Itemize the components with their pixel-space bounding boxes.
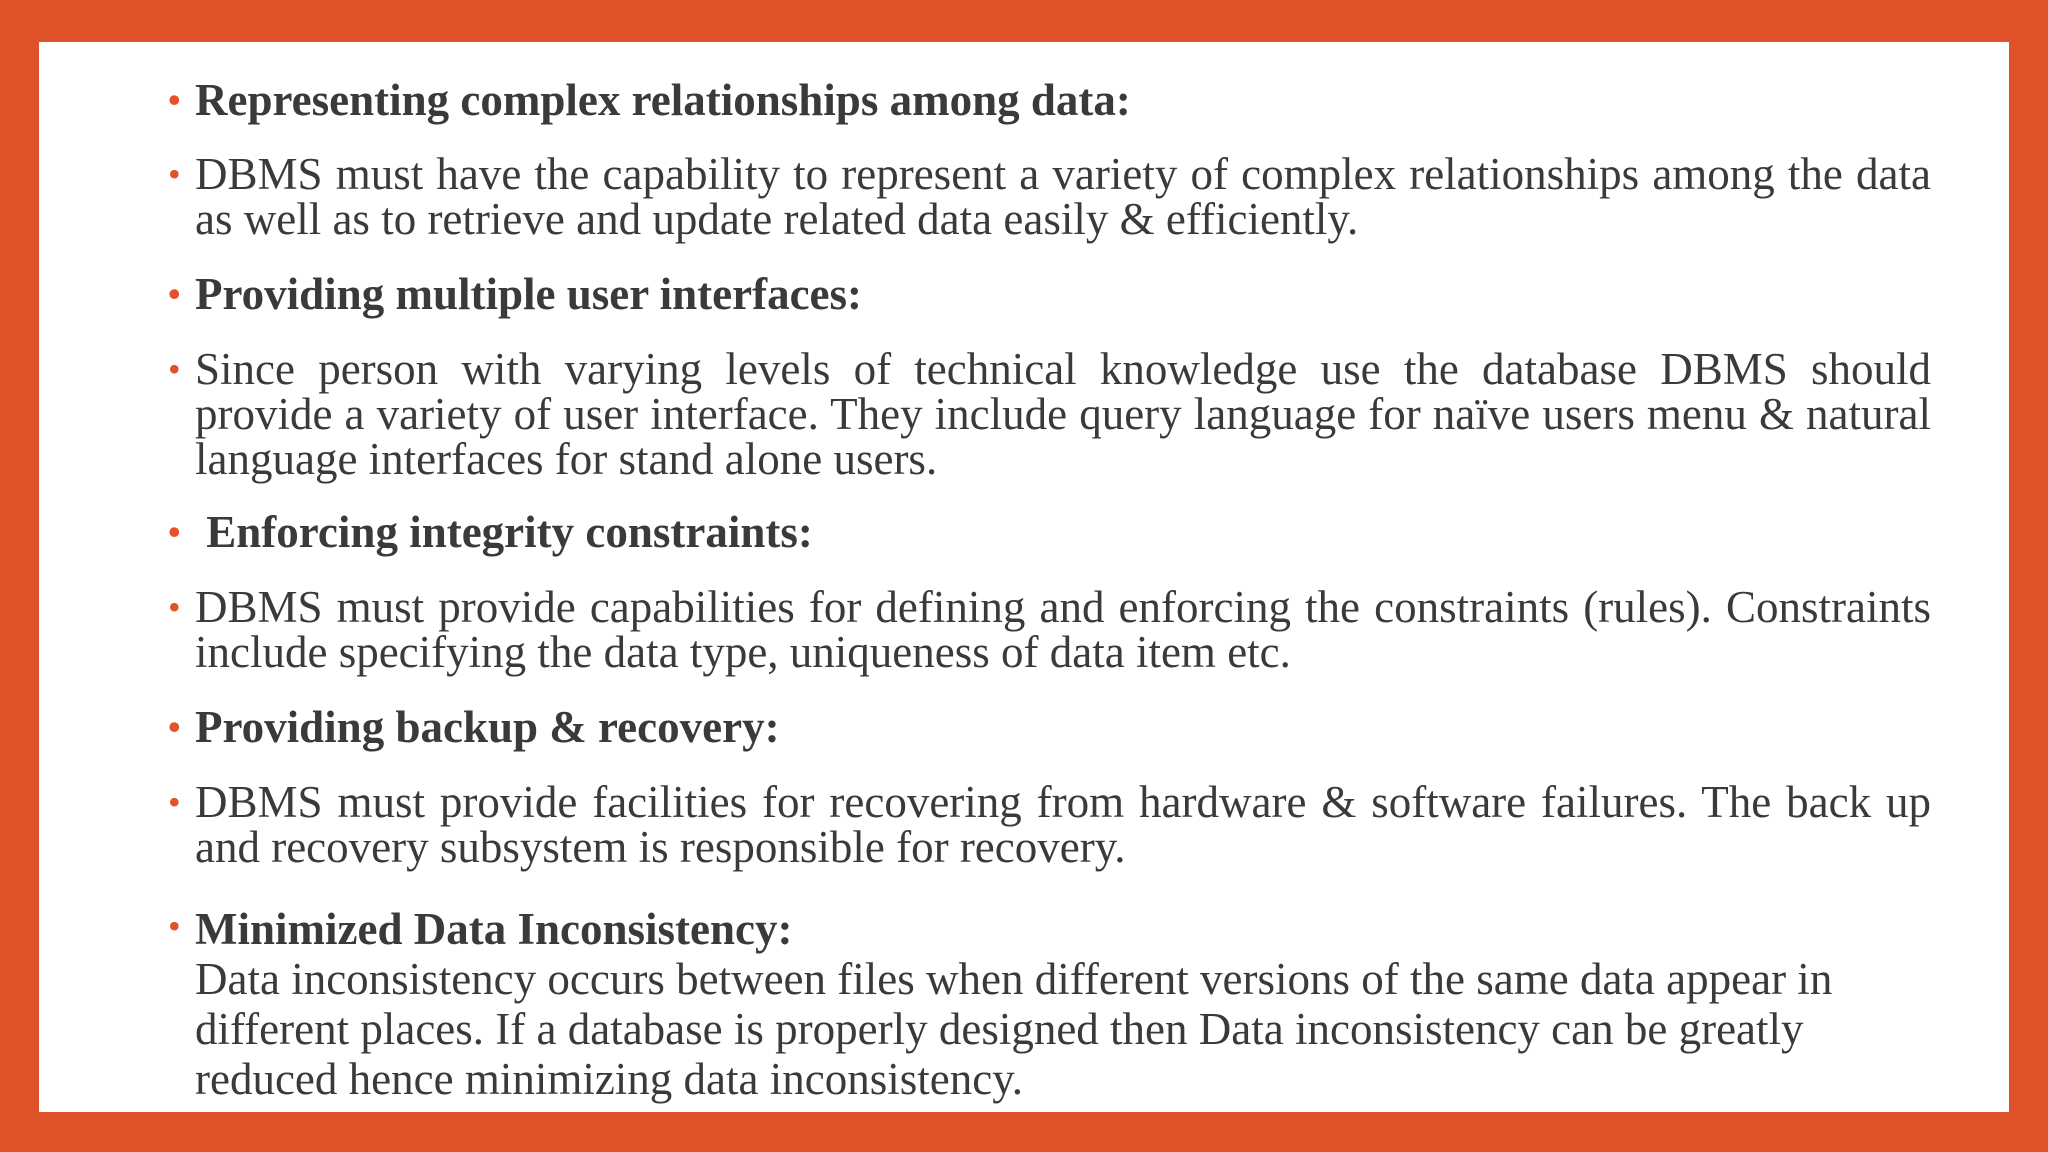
slide-content-panel <box>39 42 2009 1112</box>
bullet-dot-icon: • <box>168 154 181 194</box>
bullet-text: DBMS must provide facilities for recovering from hardware & software failures. The back up and recovery subsystem is responsible for recovery. <box>195 777 1931 872</box>
bullet-inconsistency <box>168 904 1931 1104</box>
bullet-text: Providing multiple user interfaces: <box>195 269 863 319</box>
bullet-text: Since person with varying levels of technical knowledge use the database DBMS should provide a variety of user interface. They include query language for naïve users menu & natural language interfaces for stand alone users. <box>195 344 1931 484</box>
bullet-heading-text: Minimized Data Inconsistency: <box>195 904 793 954</box>
bullet-body-text: Data inconsistency occurs between files when different versions of the same data appear in different places. If a database is properly designed then Data inconsistency can be greatly reduced hence minimizing data inconsistency. <box>195 954 1833 1104</box>
bullet-dot-icon: • <box>168 512 181 552</box>
bullet-dot-icon: • <box>168 587 181 627</box>
bullet-dot-icon: • <box>168 80 181 120</box>
bullet-dot-icon: • <box>168 274 181 314</box>
bullet-text: Providing backup & recovery: <box>195 702 780 752</box>
bullet-body-integrity <box>168 582 1931 677</box>
bullet-text: Enforcing integrity constraints: <box>195 507 813 557</box>
bullet-dot-icon: • <box>168 349 181 389</box>
bullet-heading-relationships <box>168 75 1931 125</box>
bullet-body-backup <box>168 777 1931 872</box>
bullet-heading-integrity <box>168 507 1931 557</box>
bullet-heading-backup <box>168 702 1931 752</box>
bullet-body-interfaces <box>168 344 1931 484</box>
bullet-dot-icon: • <box>168 782 181 822</box>
bullet-body-relationships <box>168 149 1931 244</box>
bullet-dot-icon: • <box>168 906 181 946</box>
bullet-text: DBMS must have the capability to represent a variety of complex relationships among the data as well as to retrieve and update related data easily & efficiently. <box>195 149 1931 244</box>
bullet-text: DBMS must provide capabilities for defining and enforcing the constraints (rules). Constraints include specifying the data type, uniqueness of data item etc. <box>195 582 1931 677</box>
bullet-dot-icon: • <box>168 707 181 747</box>
bullet-heading-interfaces <box>168 269 1931 319</box>
bullet-text: Representing complex relationships among data: <box>195 75 1131 125</box>
